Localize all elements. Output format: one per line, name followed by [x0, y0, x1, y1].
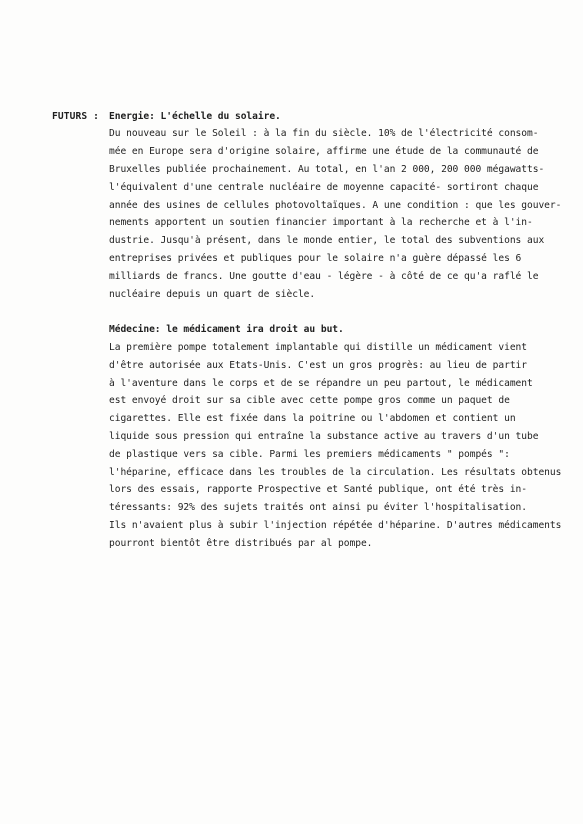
article-2-line: téressants: 92% des sujets traités ont ainsi pu éviter l'hospitalisation.: [109, 502, 527, 513]
article-2-line: Ils n'avaient plus à subir l'injection répétée d'héparine. D'autres médicaments: [109, 520, 562, 531]
article-2-line: cigarettes. Elle est fixée dans la poitrine ou l'abdomen et contient un: [109, 413, 516, 424]
article-1-line: Bruxelles publiée prochainement. Au total, en l'an 2 000, 200 000 mégawatts-: [109, 164, 545, 175]
article-2-line: d'être autorisée aux Etats-Unis. C'est un gros progrès: au lieu de partir: [109, 360, 527, 371]
article-1-line: entreprises privées et publiques pour le solaire n'a guère dépassé les 6: [109, 253, 522, 264]
article-1-line: nements apportent un soutien financier important à la recherche et à l'in-: [109, 217, 533, 228]
article-2-line: à l'aventure dans le corps et de se répandre un peu partout, le médicament: [109, 378, 533, 389]
article-1-line: milliards de francs. Une goutte d'eau - légère - à côté de ce qu'a raflé le: [109, 271, 539, 282]
article-1-line: nucléaire depuis un quart de siècle.: [109, 289, 316, 300]
article-2-line: liquide sous pression qui entraîne la substance active au travers d'un tube: [109, 431, 539, 442]
article-2-heading: Médecine: le médicament ira droit au but.: [109, 324, 344, 335]
section-label: FUTURS :: [52, 111, 100, 122]
article-2-line: lors des essais, rapporte Prospective et Santé publique, ont été très in-: [109, 484, 527, 495]
article-2-line: La première pompe totalement implantable qui distille un médicament vient: [109, 342, 527, 353]
article-2-line: est envoyé droit sur sa cible avec cette pompe gros comme un paquet de: [109, 395, 510, 406]
article-1-line: Du nouveau sur le Soleil : à la fin du siècle. 10% de l'électricité consom-: [109, 128, 539, 139]
article-2-line: l'héparine, efficace dans les troubles de la circulation. Les résultats obtenus: [109, 467, 562, 478]
article-2-line: pourront bientôt être distribués par al pompe.: [109, 538, 373, 549]
article-1-line: l'équivalent d'une centrale nucléaire de moyenne capacité- sortiront chaque: [109, 182, 539, 193]
article-2-line: de plastique vers sa cible. Parmi les premiers médicaments " pompés ":: [109, 449, 510, 460]
article-1-line: mée en Europe sera d'origine solaire, affirme une étude de la communauté de: [109, 146, 539, 157]
article-1-line: dustrie. Jusqu'à présent, dans le monde entier, le total des subventions aux: [109, 235, 545, 246]
article-1-line: année des usines de cellules photovoltaïques. A une condition : que les gouver-: [109, 200, 562, 211]
article-1-heading: Energie: L'échelle du solaire.: [109, 111, 281, 122]
